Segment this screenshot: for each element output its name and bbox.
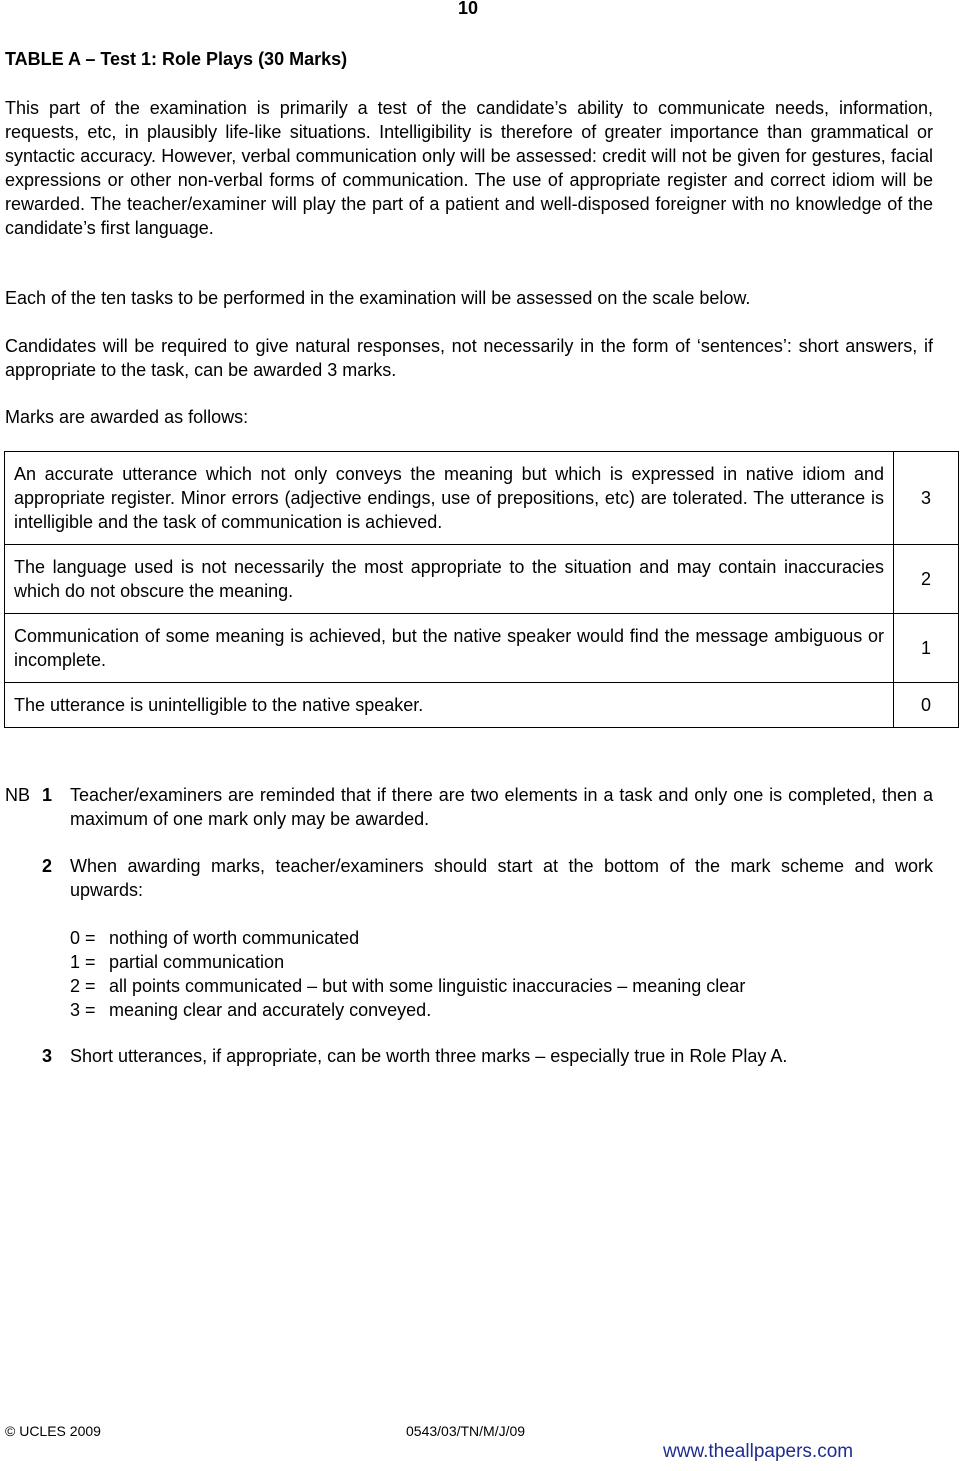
note-1 <box>5 783 933 831</box>
mark-scheme-table <box>4 451 959 728</box>
page-number: 10 <box>458 0 479 18</box>
note-text: Teacher/examiners are reminded that if there are two elements in a task and only one is completed, then a maximum of one mark only may be awarded. <box>70 785 933 829</box>
list-item <box>70 950 745 974</box>
scale-list <box>70 926 745 1022</box>
scale-value: nothing of worth communicated <box>109 928 360 948</box>
note-text: When awarding marks, teacher/examiners should start at the bottom of the mark scheme and work upwards: <box>70 856 933 900</box>
mark-value: 2 <box>894 545 959 614</box>
mark-description: The language used is not necessarily the most appropriate to the situation and may contain inaccuracies which do not obscure the meaning. <box>5 545 894 614</box>
mark-value: 3 <box>894 452 959 545</box>
note-text: Short utterances, if appropriate, can be worth three marks – especially true in Role Play A. <box>70 1046 788 1066</box>
note-3 <box>5 1044 933 1068</box>
page-title: TABLE A – Test 1: Role Plays (30 Marks) <box>5 49 348 69</box>
note-number: 1 <box>42 785 53 805</box>
table-row <box>5 545 959 614</box>
marks-intro: Marks are awarded as follows: <box>5 407 249 427</box>
footer-copyright: © UCLES 2009 <box>5 1423 101 1439</box>
mark-value: 0 <box>894 683 959 728</box>
list-item <box>70 926 745 950</box>
scale-key: 0 = <box>70 928 96 948</box>
scale-paragraph: Each of the ten tasks to be performed in the examination will be assessed on the scale below. <box>5 288 751 308</box>
list-item <box>70 998 745 1022</box>
scale-key: 3 = <box>70 1000 96 1020</box>
scale-key: 1 = <box>70 952 96 972</box>
mark-value: 1 <box>894 614 959 683</box>
scale-value: partial communication <box>109 952 285 972</box>
intro-paragraph: This part of the examination is primarily a test of the candidate’s ability to communicate needs, information, requests, etc, in plausibly life-like situations. Intelligibility is therefore of greater importance than grammatical or syntactic accuracy. However, verbal communication only will be assessed: credit will not be given for gestures, facial expressions or other non-verbal forms of communication. The use of appropriate register and correct idiom will be rewarded. The teacher/examiner will play the part of a patient and well-disposed foreigner with no knowledge of the candidate’s first language. <box>5 98 933 238</box>
mark-description: The utterance is unintelligible to the native speaker. <box>5 683 894 728</box>
mark-description: An accurate utterance which not only conveys the meaning but which is expressed in native idiom and appropriate register. Minor errors (adjective endings, use of prepositions, etc) are tolerated. The utterance is intelligible and the task of communication is achieved. <box>5 452 894 545</box>
note-2 <box>5 854 933 902</box>
table-row <box>5 452 959 545</box>
list-item <box>70 974 745 998</box>
note-number: 2 <box>42 856 53 876</box>
scale-value: meaning clear and accurately conveyed. <box>109 1000 432 1020</box>
table-row <box>5 683 959 728</box>
responses-paragraph: Candidates will be required to give natural responses, not necessarily in the form of ‘sentences’: short answers, if appropriate to the task, can be awarded 3 marks. <box>5 336 933 380</box>
footer-link[interactable]: www.theallpapers.com <box>663 1441 854 1462</box>
table-row <box>5 614 959 683</box>
scale-value: all points communicated – but with some linguistic inaccuracies – meaning clear <box>109 976 746 996</box>
note-number: 3 <box>42 1046 53 1066</box>
scale-key: 2 = <box>70 976 96 996</box>
footer-code: 0543/03/TN/M/J/09 <box>406 1423 526 1439</box>
note-label: NB <box>5 785 31 805</box>
mark-description: Communication of some meaning is achieved, but the native speaker would find the message ambiguous or incomplete. <box>5 614 894 683</box>
